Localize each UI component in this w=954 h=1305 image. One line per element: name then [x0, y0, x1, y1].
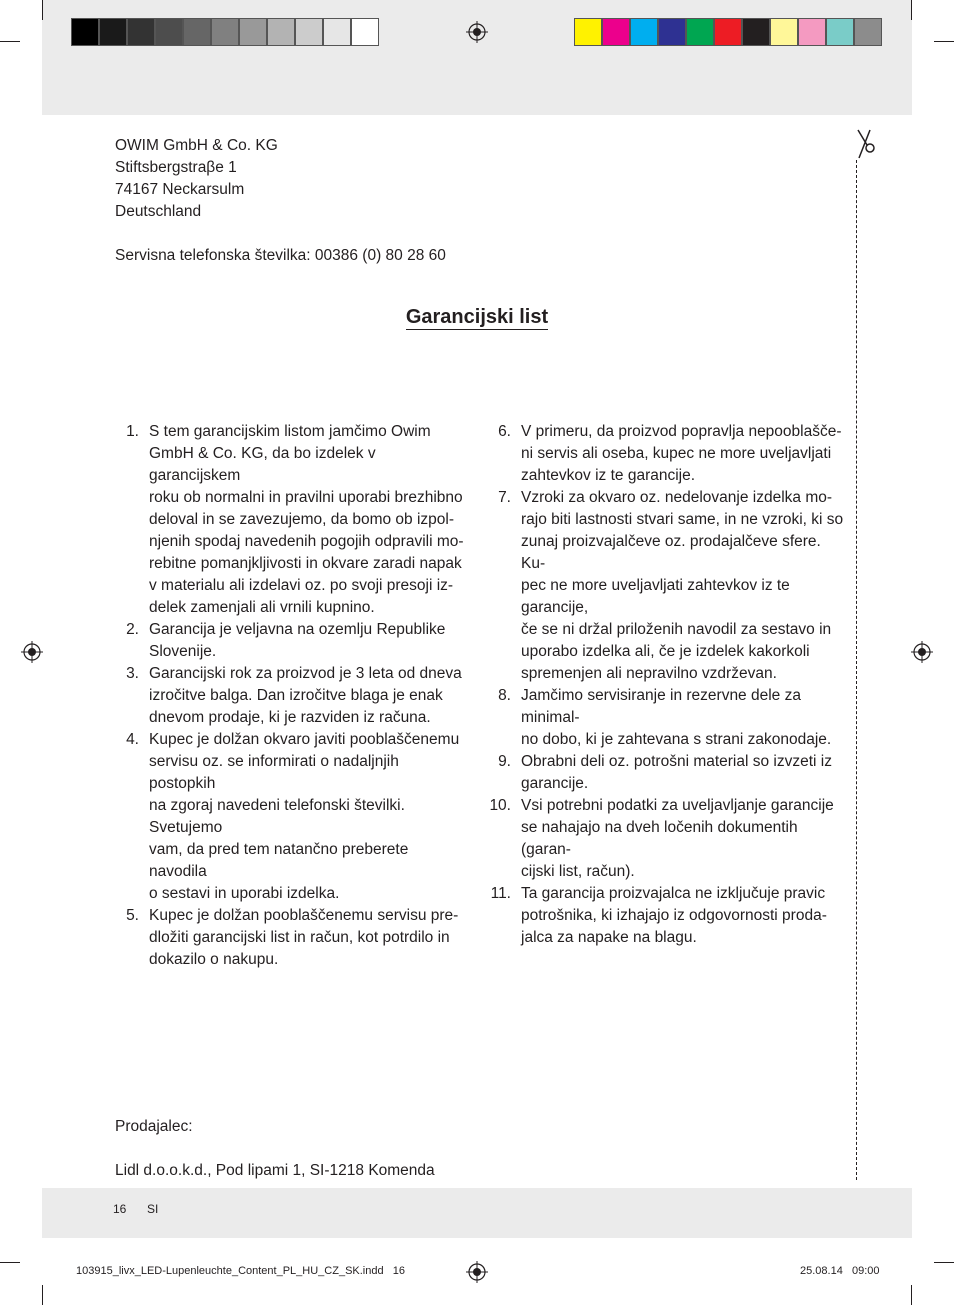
process-color-bar	[574, 18, 882, 46]
term-line: dnevom prodaje, ki je razviden iz računa.	[149, 709, 431, 726]
color-swatch	[574, 18, 602, 46]
manufacturer-address	[115, 135, 278, 223]
term-number: 5.	[126, 907, 139, 924]
term-line: se nahajajo na dveh ločenih dokumentih (garan-	[521, 819, 798, 858]
color-swatch	[323, 18, 351, 46]
term-line: če se ni držal priloženih navodil za sestavo in	[521, 621, 832, 638]
color-swatch	[826, 18, 854, 46]
term-line: Jamčimo servisiranje in rezervne dele za minimal-	[521, 687, 801, 726]
color-swatch	[239, 18, 267, 46]
slug-filename: 103915_livx_LED-Lupenleuchte_Content_PL_HU_CZ_SK.indd 16	[76, 1265, 406, 1277]
term-line: Vzroki za okvaro oz. nedelovanje izdelka mo-	[521, 489, 833, 506]
color-swatch	[127, 18, 155, 46]
term-line: Obrabni deli oz. potrošni material so izvzeti iz	[521, 753, 832, 770]
term-line: delek zamenjali ali vrnili kupnino.	[149, 599, 375, 616]
warranty-terms-right	[481, 421, 846, 949]
warranty-term-item	[109, 619, 469, 663]
term-number: 3.	[126, 665, 139, 682]
warranty-term-item	[481, 883, 846, 949]
slug-datetime: 25.08.14 09:00	[800, 1265, 880, 1277]
term-number: 1.	[126, 423, 139, 440]
color-swatch	[602, 18, 630, 46]
color-swatch	[630, 18, 658, 46]
color-swatch	[183, 18, 211, 46]
service-phone: Servisna telefonska številka: 00386 (0) 80 28 60	[115, 247, 446, 264]
footer-band	[42, 1188, 912, 1238]
color-swatch	[267, 18, 295, 46]
page-title-text: Garancijski list	[405, 306, 549, 328]
registration-mark-right-icon	[911, 641, 933, 663]
seller-label: Prodajalec:	[115, 1118, 193, 1135]
term-line: uporabo izdelka ali, če je izdelek kakorkoli	[521, 643, 810, 660]
term-number: 7.	[498, 489, 511, 506]
warranty-term-item	[481, 421, 846, 487]
term-line: spremenjen ali nepravilno vzdrževan.	[521, 665, 777, 682]
warranty-term-item	[109, 729, 469, 905]
seller-address: Lidl d.o.o.k.d., Pod lipami 1, SI-1218 Komenda	[115, 1162, 435, 1179]
warranty-term-item	[481, 795, 846, 883]
color-swatch	[742, 18, 770, 46]
term-line: ni servis ali oseba, kupec ne more uveljavljati	[521, 445, 832, 462]
term-line: S tem garancijskim listom jamčimo Owim	[149, 423, 431, 440]
term-line: potrošnika, ki izhajajo iz odgovornosti proda-	[521, 907, 827, 924]
term-number: 4.	[126, 731, 139, 748]
term-line: na zgoraj navedeni telefonski številki. Svetujemo	[149, 797, 405, 836]
color-swatch	[295, 18, 323, 46]
term-line: cijski list, račun).	[521, 863, 635, 880]
term-line: servisu oz. se informirati o nadaljnjih postopkih	[149, 753, 399, 792]
term-line: vam, da pred tem natančno preberete navodila	[149, 841, 409, 880]
term-line: Garancija je veljavna na ozemlju Republike	[149, 621, 446, 638]
warranty-terms-left	[109, 421, 469, 971]
term-line: izročitve balga. Dan izročitve blaga je enak	[149, 687, 443, 704]
term-line: Vsi potrebni podatki za uveljavljanje garancije	[521, 797, 834, 814]
term-line: dokazilo o nakupu.	[149, 951, 279, 968]
color-swatch	[99, 18, 127, 46]
color-swatch	[658, 18, 686, 46]
term-number: 6.	[498, 423, 511, 440]
warranty-term-item	[109, 663, 469, 729]
address-country: Deutschland	[115, 203, 202, 220]
term-line: pec ne more uveljavljati zahtevkov iz te garancije,	[521, 577, 790, 616]
term-line: no dobo, ki je zahtevana s strani zakonodaje.	[521, 731, 832, 748]
term-line: o sestavi in uporabi izdelka.	[149, 885, 340, 902]
warranty-term-item	[109, 905, 469, 971]
term-line: Kupec je dolžan okvaro javiti pooblaščenemu	[149, 731, 460, 748]
term-number: 8.	[498, 687, 511, 704]
registration-mark-top-icon	[466, 21, 488, 43]
term-line: Ta garancija proizvajalca ne izključuje pravic	[521, 885, 826, 902]
address-street: Stiftsbergstraβe 1	[115, 159, 237, 176]
page-footer	[113, 1202, 158, 1216]
term-line: Slovenije.	[149, 643, 217, 660]
term-line: deloval in se zavezujemo, da bomo ob izpol-	[149, 511, 455, 528]
warranty-term-item	[109, 421, 469, 619]
term-line: v materialu ali izdelavi oz. po svoji presoji iz-	[149, 577, 454, 594]
term-number: 10.	[489, 797, 511, 814]
color-swatch	[211, 18, 239, 46]
term-line: zunaj proizvajalčeve oz. prodajalčeve sfere. Ku-	[521, 533, 821, 572]
grayscale-color-bar	[71, 18, 379, 46]
scissors-icon	[850, 126, 880, 160]
term-line: V primeru, da proizvod popravlja nepooblašče-	[521, 423, 842, 440]
registration-mark-left-icon	[21, 641, 43, 663]
color-swatch	[854, 18, 882, 46]
color-swatch	[686, 18, 714, 46]
page-title	[0, 306, 954, 329]
color-swatch	[714, 18, 742, 46]
color-swatch	[351, 18, 379, 46]
term-line: dložiti garancijski list in račun, kot potrdilo in	[149, 929, 450, 946]
term-number: 2.	[126, 621, 139, 638]
address-company: OWIM GmbH & Co. KG	[115, 137, 278, 154]
term-line: Garancijski rok za proizvod je 3 leta od dneva	[149, 665, 462, 682]
term-line: rajo biti lastnosti stvari same, in ne vzroki, ki so	[521, 511, 844, 528]
warranty-term-item	[481, 751, 846, 795]
term-number: 9.	[498, 753, 511, 770]
term-line: garancije.	[521, 775, 589, 792]
address-city: 74167 Neckarsulm	[115, 181, 245, 198]
registration-mark-bottom-icon	[466, 1261, 488, 1283]
term-line: rebitne pomanjkljivosti in okvare zaradi napak	[149, 555, 462, 572]
term-line: roku ob normalni in pravilni uporabi brezhibno	[149, 489, 463, 506]
term-line: jalca za napake na blagu.	[521, 929, 697, 946]
color-swatch	[71, 18, 99, 46]
color-swatch	[770, 18, 798, 46]
term-number: 11.	[490, 885, 511, 902]
term-line: zahtevkov iz te garancije.	[521, 467, 696, 484]
warranty-term-item	[481, 685, 846, 751]
term-line: Kupec je dolžan pooblaščenemu servisu pre-	[149, 907, 459, 924]
page-language: SI	[147, 1202, 159, 1216]
warranty-term-item	[481, 487, 846, 685]
color-swatch	[798, 18, 826, 46]
color-swatch	[155, 18, 183, 46]
term-line: GmbH & Co. KG, da bo izdelek v garancijskem	[149, 445, 376, 484]
page-number: 16	[113, 1202, 127, 1216]
term-line: njenih spodaj navedenih pogojih odpravili mo-	[149, 533, 464, 550]
